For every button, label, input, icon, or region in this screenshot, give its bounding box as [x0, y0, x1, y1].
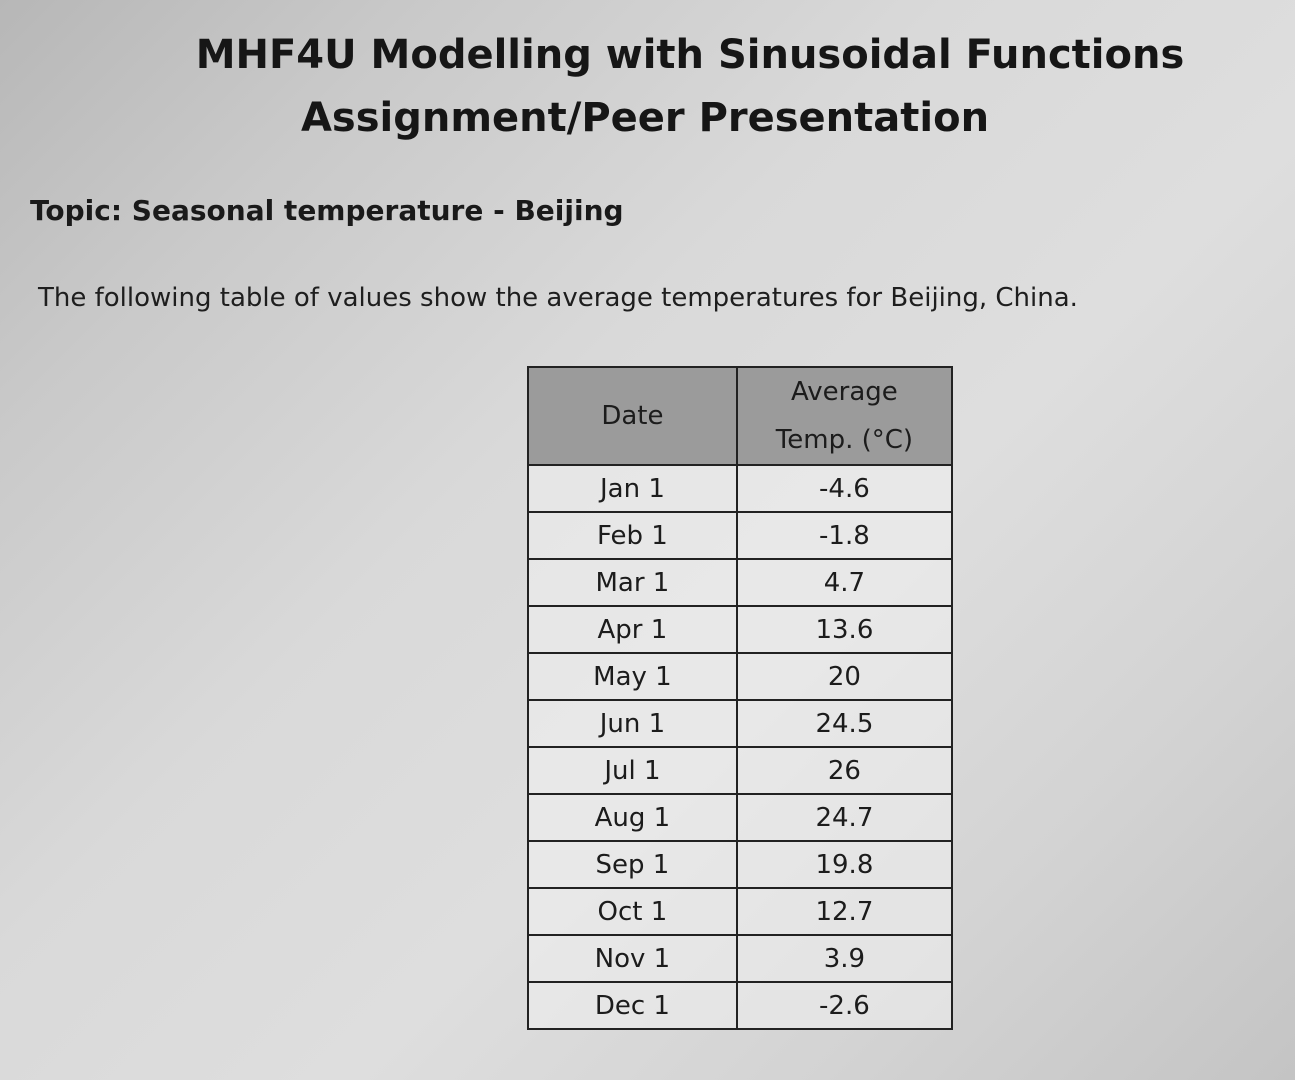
table-row — [528, 747, 952, 794]
date-cell: Jun 1 — [528, 700, 737, 747]
temp-cell: -2.6 — [737, 982, 952, 1029]
table-header-row — [528, 367, 952, 465]
temp-cell: 19.8 — [737, 841, 952, 888]
table-row — [528, 559, 952, 606]
date-cell: Jan 1 — [528, 465, 737, 512]
table-row — [528, 935, 952, 982]
document-title: MHF4U Modelling with Sinusoidal Functions — [195, 32, 1185, 78]
temp-cell: 12.7 — [737, 888, 952, 935]
table-row — [528, 841, 952, 888]
temp-cell: -1.8 — [737, 512, 952, 559]
table-row — [528, 512, 952, 559]
table-row — [528, 606, 952, 653]
date-cell: Oct 1 — [528, 888, 737, 935]
avg-temp-header-line1: Average — [791, 377, 898, 407]
date-cell: Jul 1 — [528, 747, 737, 794]
date-cell: Nov 1 — [528, 935, 737, 982]
date-cell: May 1 — [528, 653, 737, 700]
temp-cell: 26 — [737, 747, 952, 794]
table-row — [528, 982, 952, 1029]
topic-heading: Topic: Seasonal temperature - Beijing — [30, 194, 624, 227]
date-cell: Aug 1 — [528, 794, 737, 841]
document-subtitle: Assignment/Peer Presentation — [300, 95, 990, 141]
date-cell: Feb 1 — [528, 512, 737, 559]
date-column-header: Date — [528, 367, 737, 465]
avg-temp-header-line2: Temp. (°C) — [775, 425, 914, 455]
avg-temp-column-header — [737, 367, 952, 465]
table-row — [528, 700, 952, 747]
date-cell: Dec 1 — [528, 982, 737, 1029]
table-row — [528, 794, 952, 841]
table-row — [528, 465, 952, 512]
temperature-table — [527, 366, 953, 1030]
temp-cell: 20 — [737, 653, 952, 700]
temp-cell: 13.6 — [737, 606, 952, 653]
temp-cell: 24.7 — [737, 794, 952, 841]
table-row — [528, 653, 952, 700]
intro-paragraph: The following table of values show the average temperatures for Beijing, China. — [38, 283, 1078, 313]
temp-cell: -4.6 — [737, 465, 952, 512]
temp-cell: 4.7 — [737, 559, 952, 606]
temp-cell: 24.5 — [737, 700, 952, 747]
table-row — [528, 888, 952, 935]
date-cell: Mar 1 — [528, 559, 737, 606]
date-cell: Sep 1 — [528, 841, 737, 888]
temp-cell: 3.9 — [737, 935, 952, 982]
date-cell: Apr 1 — [528, 606, 737, 653]
